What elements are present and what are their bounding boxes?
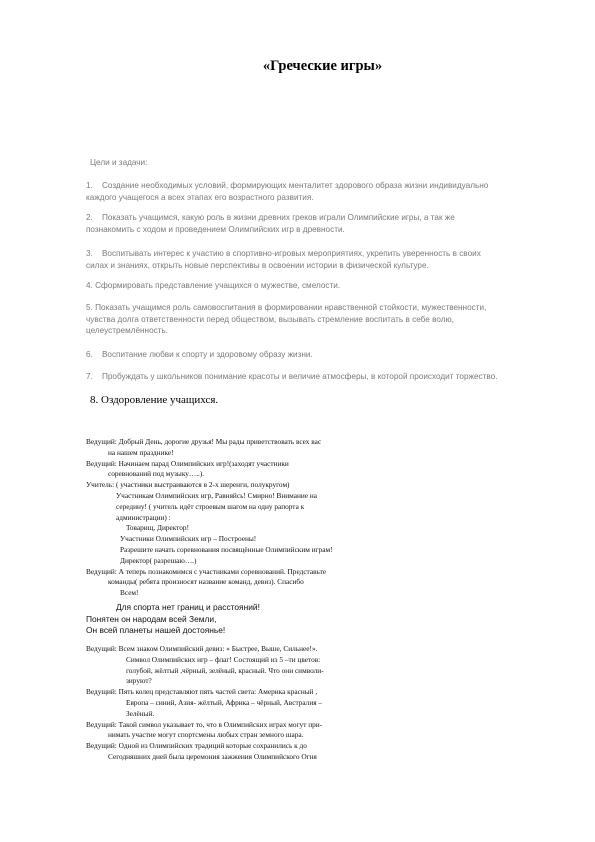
goal-item-5: 5. Показать учащимся роль самовоспитания в формировании нравственной стойкости, мужественности, чувства долга ответственности перед обществом, вызывать стремление воспитать в себе волю, целеустремлённость.: [86, 303, 487, 335]
script-block-2: Ведущий: Всем знаком Олимпийский девиз: « Быстрее, Выше, Сильнее!». Символ Олимпийских игр – флаг! Состоящий из 5 –ти цветов: голубой, жёлтый ,чёрный, зелёный, красный. Что они символи- зируют? Ведущий: Пять колец представляют пять частей света: Америка красный , Европа – синий, Азия- жёлтый, Африка – чёрный, Австралия – Зелёный. Ведущий: Такой символ указывает то, что в Олимпийских играх могут при- нимать участие могут спортсмены любых стран земного шара. Ведущий: Одной из Олимпийских традиций которые сохранились к до Сегодняшних дней была церемония зажжения Олимпийского Огня: [86, 644, 324, 761]
goal-item-6: 6. Воспитание любви к спорту и здоровому образу жизни.: [86, 350, 313, 359]
goal-item-1: 1. Создание необходимых условий, формирующих менталитет здорового образа жизни индивидуально каждого учащегося а всех этапах его возрастного развития.: [86, 181, 489, 202]
goal-item-2: 2. Показать учащимся, какую роль в жизни древних греков играли Олимпийские игры, а так же познакомить с ходом и проведением Олимпийских игр в древности.: [86, 213, 455, 234]
goal-item-8: 8. Оздоровление учащихся.: [90, 394, 219, 406]
script-block-1: Ведущий: Добрый День, дорогие друзья! Мы рады приветствовать всех вас на нашем празднике! Ведущий: Начинаем парад Олимпийских игр!(заходят участники соревнований под музыку…..). Учитель: ( участники выстраиваются в 2-х шеренги, полукругом) Участникам Олимпийских игр, Равняйсь! Смирно! Внимание на середину! ( учитель идёт строевым шагом на одну рапорта к администрации) : Товарищ, Директор! Участники Олимпийских игр – Построены! Разрешите начать соревнования посвящённые Олимпийским играм! Директор( разрешаю….) Ведущий: А теперь познакомимся с участниками соревнований. Представьте команды( ребята произносят название команд, девиз). Спасибо Всем!: [86, 437, 333, 598]
goal-item-4: 4. Сформировать представление учащихся о мужестве, смелости.: [86, 281, 341, 290]
poem-block: Для спорта нет границ и расстояний! Понятен он народам всей Земли, Он всей планеты нашей достоянье!: [86, 602, 260, 635]
goal-item-3: 3. Воспитывать интерес к участию в спортивно-игровых мероприятиях, укрепить уверенность в своих силах и знаниях, открыть новые перспективы в освоении истории в физической культуре.: [86, 249, 481, 270]
goals-heading: Цели и задачи:: [90, 158, 148, 167]
document-title: «Греческие игры»: [262, 58, 383, 74]
goal-item-7: 7. Пробуждать у школьников понимание красоты и величие атмосферы, в которой происходит торжество.: [86, 372, 498, 381]
